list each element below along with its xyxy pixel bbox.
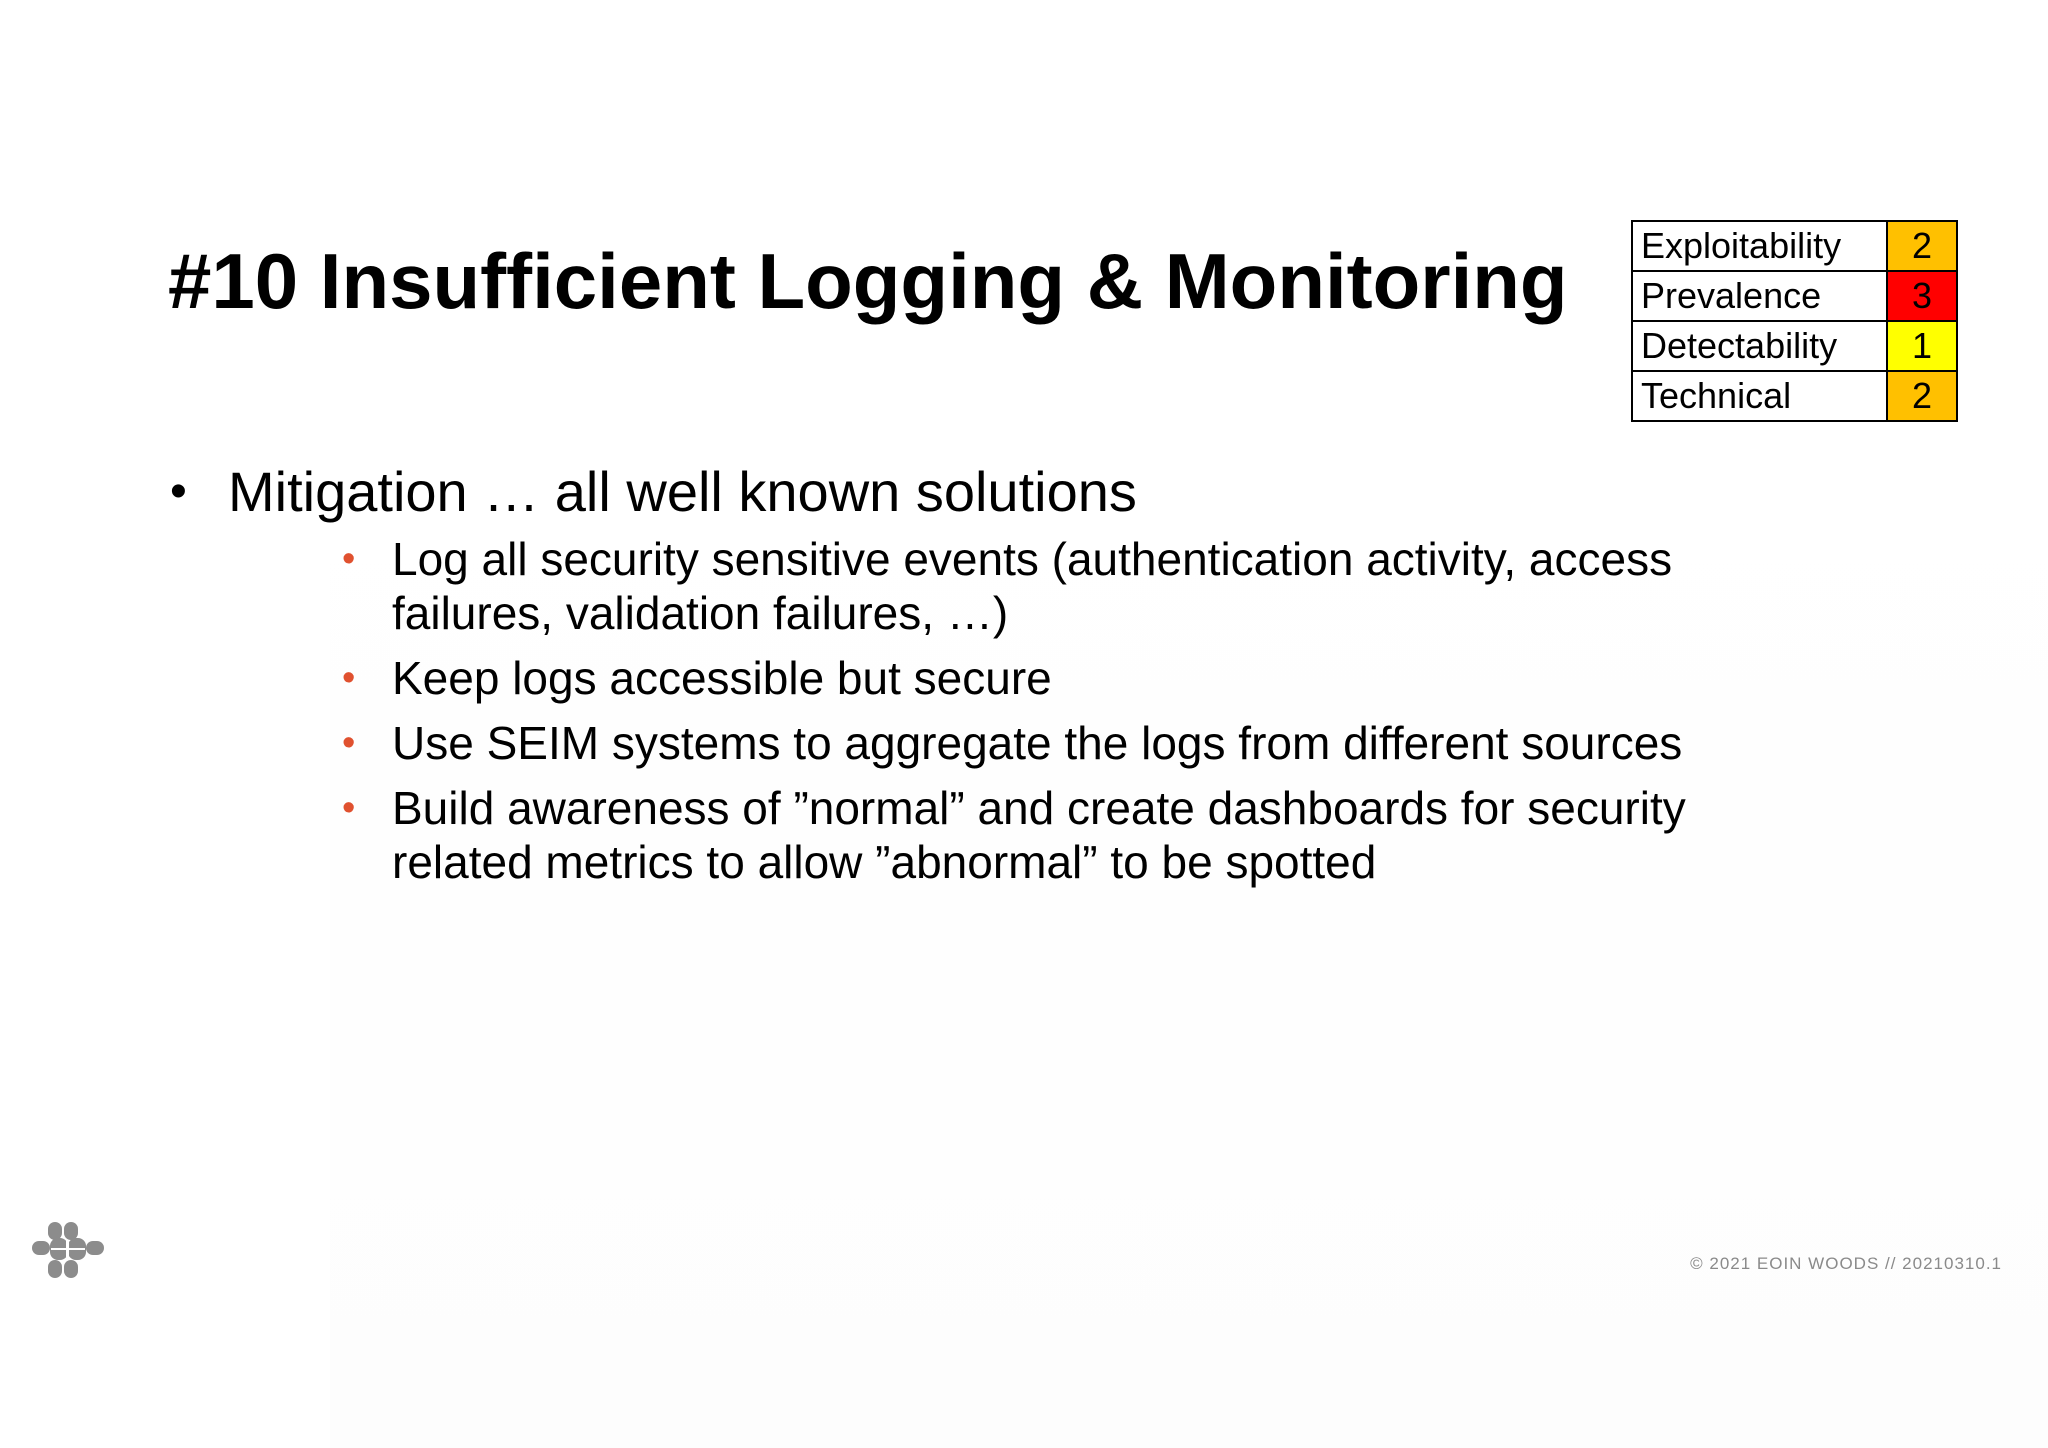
bullet-item xyxy=(168,458,1788,889)
risk-row-exploitability xyxy=(1632,221,1957,271)
flower-logo-icon xyxy=(30,1220,106,1280)
bullet-list xyxy=(168,458,1788,900)
sub-bullet-text: Build awareness of ”normal” and create dashboards for security related metrics to allow ”abnormal” to be spotted xyxy=(392,782,1686,888)
risk-row-prevalence xyxy=(1632,271,1957,321)
risk-label: Prevalence xyxy=(1632,271,1887,321)
risk-score: 2 xyxy=(1887,371,1957,421)
risk-score: 3 xyxy=(1887,271,1957,321)
risk-row-detectability xyxy=(1632,321,1957,371)
sub-bullet-marker: • xyxy=(342,787,356,829)
risk-score: 1 xyxy=(1887,321,1957,371)
sub-bullet-marker: • xyxy=(342,722,356,764)
risk-label: Exploitability xyxy=(1632,221,1887,271)
risk-score: 2 xyxy=(1887,221,1957,271)
sub-bullet-item xyxy=(228,651,1788,705)
risk-label: Detectability xyxy=(1632,321,1887,371)
sub-bullet-text: Keep logs accessible but secure xyxy=(392,652,1052,704)
risk-row-technical xyxy=(1632,371,1957,421)
risk-label: Technical xyxy=(1632,371,1887,421)
sub-bullet-text: Use SEIM systems to aggregate the logs from different sources xyxy=(392,717,1683,769)
risk-rating-table xyxy=(1631,220,1958,422)
bullet-text: Mitigation … all well known solutions xyxy=(228,460,1137,523)
sub-bullet-marker: • xyxy=(342,538,356,580)
footer-copyright: © 2021 EOIN WOODS // 20210310.1 xyxy=(1690,1254,2002,1273)
sub-bullet-item xyxy=(228,716,1788,770)
sub-bullet-item xyxy=(228,781,1788,889)
sub-bullet-marker: • xyxy=(342,657,356,699)
sub-bullet-list xyxy=(228,532,1788,889)
bullet-marker: • xyxy=(170,465,187,518)
sub-bullet-item xyxy=(228,532,1788,640)
slide-title: #10 Insufficient Logging & Monitoring xyxy=(168,237,1568,325)
sub-bullet-text: Log all security sensitive events (authentication activity, access failures, validation failures, …) xyxy=(392,533,1673,639)
